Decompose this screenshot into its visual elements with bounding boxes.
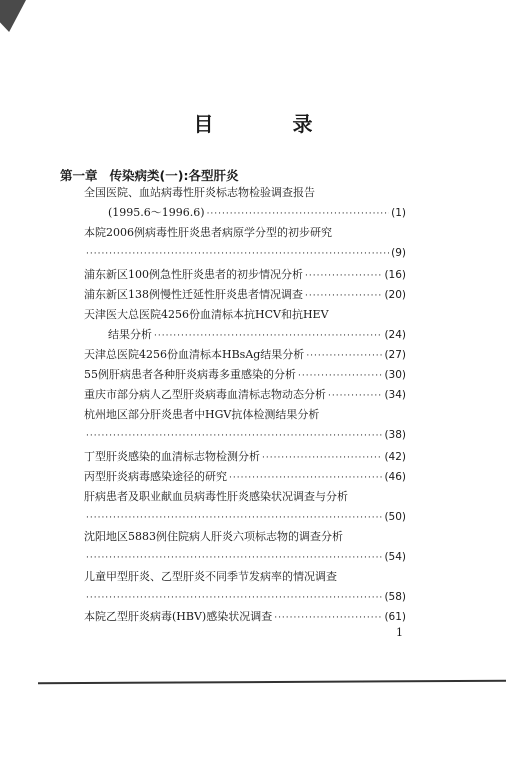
toc-leader-dots	[154, 327, 382, 345]
toc-entry-text: 天津医大总医院4256份血清标本抗HCV和抗HEV	[84, 308, 329, 321]
chapter-heading	[60, 166, 238, 184]
toc-leader-dots	[86, 589, 382, 607]
toc-entry-text: 全国医院、血站病毒性肝炎标志物检验调查报告	[84, 186, 315, 199]
toc-entry[interactable]	[84, 508, 406, 526]
toc-entry[interactable]	[84, 406, 406, 424]
toc-entry-text: 丙型肝炎病毒感染途径的研究	[84, 470, 227, 483]
toc-entry[interactable]	[84, 588, 406, 606]
toc-entry-text: 杭州地区部分肝炎患者中HGV抗体检测结果分析	[84, 408, 320, 421]
toc-leader-dots	[306, 347, 382, 365]
scan-corner-mark	[0, 0, 26, 32]
toc-leader-dots	[207, 205, 390, 223]
toc-leader-dots	[305, 267, 382, 285]
toc-entry-page: (38)	[384, 429, 406, 441]
toc-leader-dots	[229, 469, 382, 487]
toc-entry-page: (24)	[384, 329, 406, 341]
toc-entry-text: (1995.6～1996.6)	[108, 206, 205, 219]
toc-entry-page: (61)	[384, 611, 406, 623]
chapter-number: 第一章	[60, 168, 98, 183]
toc-entry-text: 结果分析	[108, 328, 152, 341]
toc-entry[interactable]	[84, 548, 406, 566]
toc-entry-page: (34)	[384, 389, 406, 401]
toc-entry-page: (30)	[384, 369, 406, 381]
toc-entry-text: 本院2006例病毒性肝炎患者病原学分型的初步研究	[84, 226, 332, 239]
toc-entry-page: (58)	[384, 591, 406, 603]
toc-entry-page: (46)	[384, 471, 406, 483]
toc-entry-page: (16)	[384, 269, 406, 281]
toc-entry-text: 55例肝病患者各种肝炎病毒多重感染的分析	[84, 368, 296, 381]
toc-entry-text: 浦东新区138例慢性迁延性肝炎患者情况调查	[84, 288, 303, 301]
toc-leader-dots	[86, 427, 382, 445]
toc-entry-text: 丁型肝炎感染的血清标志物检测分析	[84, 450, 260, 463]
toc-entry-page: (42)	[384, 451, 406, 463]
toc-entry-text: 沈阳地区5883例住院病人肝炎六项标志物的调查分析	[84, 530, 343, 543]
toc-entry-text: 浦东新区100例急性肝炎患者的初步情况分析	[84, 268, 303, 281]
toc-entry-page: (27)	[384, 349, 406, 361]
toc-entry[interactable]	[84, 386, 406, 404]
toc-entry[interactable]	[84, 468, 406, 486]
toc-entry-text: 儿童甲型肝炎、乙型肝炎不同季节发病率的情况调查	[84, 570, 337, 583]
toc-entry[interactable]	[84, 286, 406, 304]
toc-leader-dots	[86, 245, 389, 263]
toc-leader-dots	[274, 609, 382, 627]
chapter-name: 传染病类(一):各型肝炎	[109, 168, 239, 183]
toc-entry-page: (50)	[384, 511, 406, 523]
toc-entry-text: 重庆市部分病人乙型肝炎病毒血清标志物动态分析	[84, 388, 326, 401]
toc-leader-dots	[262, 449, 382, 467]
toc-entry-text: 本院乙型肝炎病毒(HBV)感染状况调查	[84, 610, 273, 623]
toc-entry[interactable]	[84, 184, 406, 202]
toc-leader-dots	[86, 509, 382, 527]
toc-entry[interactable]	[84, 528, 406, 546]
toc-leader-dots	[298, 367, 382, 385]
toc-entry-page: (54)	[384, 551, 406, 563]
toc-leader-dots	[328, 387, 382, 405]
toc-entry[interactable]	[84, 568, 406, 586]
toc-entry[interactable]	[108, 326, 406, 344]
toc-entry[interactable]	[84, 346, 406, 364]
toc-leader-dots	[305, 287, 382, 305]
toc-entry[interactable]	[84, 224, 406, 242]
toc-entry[interactable]	[84, 366, 406, 384]
toc-entry[interactable]	[108, 204, 406, 222]
toc-entry[interactable]	[84, 448, 406, 466]
toc-entry[interactable]	[84, 426, 406, 444]
toc-entry-page: (1)	[391, 207, 406, 219]
toc-entry-text: 天津总医院4256份血清标本HBsAg结果分析	[84, 348, 305, 361]
toc-entry[interactable]	[84, 244, 406, 262]
toc-entry[interactable]	[84, 608, 406, 626]
toc-entry[interactable]	[84, 306, 406, 324]
toc-leader-dots	[86, 549, 382, 567]
toc-entry[interactable]	[84, 266, 406, 284]
toc-entry-page: (9)	[391, 247, 406, 259]
toc-entry[interactable]	[84, 488, 406, 506]
page-title: 目 录	[193, 112, 349, 136]
page-number: 1	[396, 626, 403, 639]
toc-entry-page: (20)	[384, 289, 406, 301]
footer-rule	[38, 680, 506, 684]
toc-entry-text: 肝病患者及职业献血员病毒性肝炎感染状况调查与分析	[84, 490, 348, 503]
